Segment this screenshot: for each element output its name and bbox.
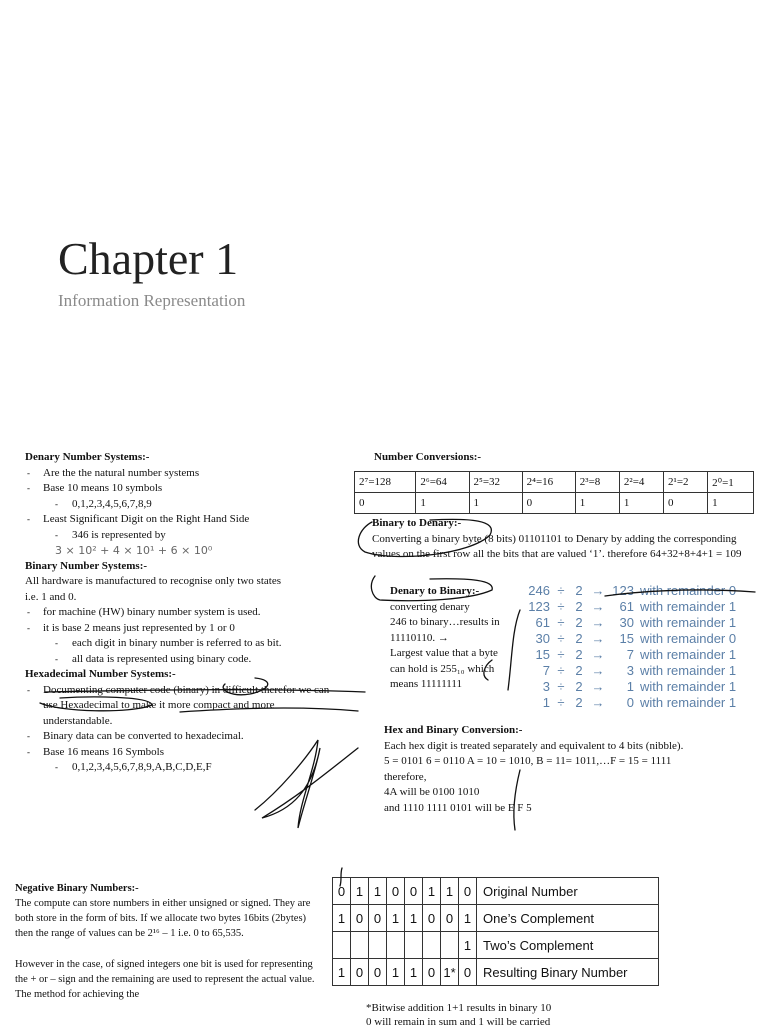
table-cell: 2⁵=32 [469,472,522,493]
divisor: 2 [575,679,583,694]
divisor: 2 [575,583,583,598]
pen-circle-binary [358,519,491,556]
remainder: with remainder 1 [640,615,737,630]
dividend: 3 [542,679,550,694]
pen-circle-binary-word [223,678,268,695]
arrow: → [591,583,605,598]
pen-bracket-division [484,610,520,690]
note-line: *Bitwise addition 1+1 results in binary 10 [366,1002,552,1014]
note-line: 0 will remain in sum and 1 will be carried [366,1016,551,1028]
pen-tick-table [340,868,342,886]
table-cell: 1 [619,493,663,514]
d2b-line: Largest value that a byte [390,647,498,659]
remainder: with remainder 0 [640,583,737,598]
denary-math-expression: 3 × 10² + 4 × 10¹ + 6 × 10⁰ [55,544,213,557]
hexbin-heading: Hex and Binary Conversion:- [384,724,523,736]
hexbin-line: 5 = 0101 6 = 0110 A = 10 = 1010, B = 11= 1011,…F = 15 = 1111 [384,755,672,767]
divide-sign: ÷ [557,647,565,662]
negative-para: The compute can store numbers in either unsigned or signed. They are both store in the form of bits. If we allocate two bytes 16bits (2bytes) then the range of values can be 2¹⁶ – 1 i.e. 0 to 65,535. [15,898,311,939]
divisor: 2 [575,631,583,646]
divide-sign: ÷ [557,631,565,646]
remainder: with remainder 1 [640,663,737,678]
table-cell: 2⁶=64 [416,472,469,493]
chapter-title: Chapter 1 [58,233,239,284]
list-item: - it is base 2 means just represented by 1 or 0 [25,621,355,637]
quotient: 7 [626,647,634,662]
divisor: 2 [575,599,583,614]
pen-circle-denary-to-binary [371,576,492,601]
d2b-line: can hold is 255₁₀ which [390,662,495,675]
list-item: - all data is represented using binary code. [25,652,355,668]
list-item: - each digit in binary number is referred to as bit. [25,636,355,652]
divide-sign: ÷ [557,679,565,694]
dividend: 61 [535,615,550,630]
table-cell: 1 [423,878,441,905]
quotient: 1 [626,679,634,694]
table-cell: 0 [459,878,477,905]
list-item: - Are the the natural number systems [25,466,355,482]
table-cell: 0 [355,493,416,514]
table-cell: 1 [459,905,477,932]
table-cell: 0 [522,493,575,514]
dividend: 1 [542,695,550,710]
dividend: 7 [542,663,550,678]
table-cell: 0 [369,905,387,932]
table-cell: 0 [351,959,369,986]
table-cell: 1 [459,932,477,959]
divisor: 2 [575,615,583,630]
quotient: 61 [619,599,634,614]
remainder: with remainder 1 [640,679,737,694]
table-cell: 0 [441,905,459,932]
negative-heading: Negative Binary Numbers:- [15,883,139,894]
arrow: → [591,615,605,630]
dividend: 15 [535,647,550,662]
hexbin-line: and 1110 1111 0101 will be E F 5 [384,801,532,814]
table-cell: 1 [387,959,405,986]
b2d-heading: Binary to Denary:- [372,517,462,529]
list-item: - Binary data can be converted to hexadecimal. [25,729,355,745]
pen-underline-compact [180,708,358,712]
dividend: 246 [528,583,550,598]
dividend: 30 [535,631,550,646]
quotient: 3 [626,663,634,678]
binary-intro: All hardware is manufactured to recognise only two states i.e. 1 and 0. [25,575,281,603]
table-cell: 1 [708,493,754,514]
table-cell: 2⁴=16 [522,472,575,493]
hexbin-line: Each hex digit is treated separately and equivalent to 4 bits (nibble). [384,739,684,752]
d2b-line: 11110110. → [390,631,449,644]
pen-circle-hexadecimal [40,697,152,711]
row-label: One’s Complement [477,905,659,932]
row-label: Two’s Complement [477,932,659,959]
table-cell: 0 [369,959,387,986]
table-cell: 1 [333,959,351,986]
table-cell: 0 [405,878,423,905]
negative-para: However in the case, of signed integers one bit is used for representing the + or – sign and the remaining are used to represent the actual value. The method for achieving the [15,959,315,1000]
quotient: 30 [619,615,634,630]
divide-sign: ÷ [557,663,565,678]
arrow: → [591,695,605,710]
list-item: - Documenting computer code (binary) in difficult therefor we can use Hexadecimal to make it more compact and more understandable. [25,683,343,730]
list-item: - Base 16 means 16 Symbols [25,745,355,761]
list-item: - 0,1,2,3,4,5,6,7,8,9 [25,497,355,513]
remainder: with remainder 1 [640,599,737,614]
arrow: → [591,599,605,614]
table-cell: 1 [405,959,423,986]
quotient: 123 [612,583,634,598]
arrow: → [591,647,605,662]
table-cell: 0 [423,905,441,932]
list-item: - Least Significant Digit on the Right Hand Side [25,512,355,528]
pen-mark-hexbin [514,770,520,830]
hexbin-line: therefore, [384,770,427,783]
table-cell: 0 [459,959,477,986]
table-cell: 2²=4 [619,472,663,493]
divisor: 2 [575,647,583,662]
pen-underline-hex [45,690,365,692]
remainder: with remainder 0 [640,631,737,646]
binary-heading: Binary Number Systems:- [25,559,148,572]
d2b-heading: Denary to Binary:- [390,585,480,597]
divisor: 2 [575,695,583,710]
table-cell: 0 [423,959,441,986]
arrow: → [591,631,605,646]
row-label: Resulting Binary Number [477,959,659,986]
divide-sign: ÷ [557,615,565,630]
list-item: - Base 10 means 10 symbols [25,481,355,497]
pen-scribble-signature [255,740,358,828]
pen-underline-division [605,590,755,596]
row-label: Original Number [477,878,659,905]
table-cell: 2³=8 [575,472,619,493]
table-cell: 1* [441,959,459,986]
d2b-line: means 11111111 [390,678,462,690]
table-cell: 1 [405,905,423,932]
table-cell: 2⁰=1 [708,472,754,493]
dividend: 123 [528,599,550,614]
list-item: - 346 is represented by [25,528,355,544]
divide-sign: ÷ [557,599,565,614]
hex-heading: Hexadecimal Number Systems:- [25,668,176,680]
quotient: 15 [619,631,634,646]
divisor: 2 [575,663,583,678]
arrow: → [591,679,605,694]
list-item: - 0,1,2,3,4,5,6,7,8,9,A,B,C,D,E,F [25,760,355,776]
d2b-line: 246 to binary…results in [390,616,500,628]
remainder: with remainder 1 [640,695,737,710]
b2d-text: Converting a binary byte (8 bits) 01101101 to Denary by adding the corresponding values on the first row all the bits that are valued ‘1’. therefore 64+32+8+4+1 = 109 [372,532,742,560]
table-cell: 1 [416,493,469,514]
hexbin-line: 4A will be 0100 1010 [384,786,480,798]
table-cell: 0 [333,878,351,905]
table-cell: 1 [387,905,405,932]
table-cell: 1 [351,878,369,905]
table-cell: 0 [351,905,369,932]
table-cell: 1 [441,878,459,905]
table-cell: 1 [369,878,387,905]
remainder: with remainder 1 [640,647,737,662]
table-cell: 1 [575,493,619,514]
conversions-heading: Number Conversions:- [374,451,482,463]
table-cell: 0 [387,878,405,905]
table-cell: 1 [469,493,522,514]
divide-sign: ÷ [557,583,565,598]
table-cell: 2⁷=128 [355,472,416,493]
divide-sign: ÷ [557,695,565,710]
d2b-line: converting denary [390,600,470,613]
chapter-subtitle: Information Representation [58,291,246,310]
denary-heading: Denary Number Systems:- [25,451,150,463]
table-cell: 0 [664,493,708,514]
arrow: → [591,663,605,678]
quotient: 0 [626,695,634,710]
list-item: - for machine (HW) binary number system is used. [25,605,355,621]
table-cell: 2¹=2 [664,472,708,493]
table-cell: 1 [333,905,351,932]
